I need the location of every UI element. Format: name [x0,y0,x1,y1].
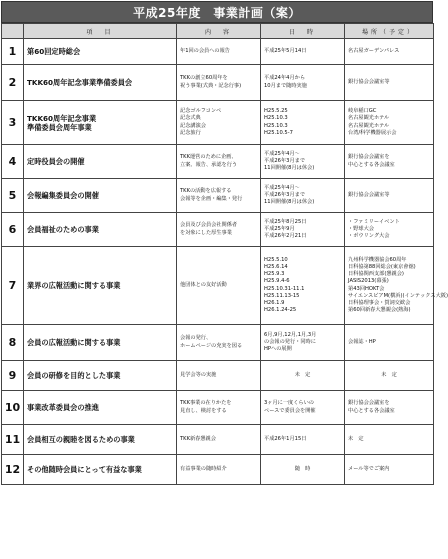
content-line: 年1回の会員への報告 [180,47,230,54]
content-line: 記念式典 [180,115,201,122]
place-line: 台湾/科学機器展示会 [348,129,397,136]
content-line: ホームページの充実を図る [180,342,243,349]
place-line: 九州科学機器協会60周年 [348,257,407,264]
place-line: 名古屋観光ホテル [348,115,390,122]
date-line: H25.10.5-7 [264,129,293,136]
place-cell [345,247,448,325]
item-cell [24,145,177,179]
date-cell [261,247,345,325]
place-line: 銀行協会会議室を [348,400,390,407]
table-row [2,39,434,65]
content-line: TKK新春懇親会 [180,435,216,442]
content-line: 会報等を企画・編集・発行 [180,195,243,202]
place-line: 日科協関西支部(懇親会) [348,271,404,278]
content-line: 祝う事業(式典・記念行事) [180,82,242,89]
content-cell [177,101,261,145]
table-row [2,179,434,213]
date-cell [261,391,345,425]
header-content: 内 容 [177,24,261,39]
table-row [2,325,434,361]
row-number: 6 [2,213,24,247]
place-line: 日科協第88回総会(東京會舘) [348,264,416,271]
place-line: ・ファミリーイベント [348,218,400,225]
date-cell [261,39,345,65]
item-cell [24,391,177,425]
date-line: 平成26年3月まで [264,191,306,198]
item-line: TKK60周年記念事業準備委員会 [27,78,133,87]
document-page [1,1,448,557]
content-cell [177,179,261,213]
date-line: H25.10.31-11.1 [264,285,305,292]
table-row [2,247,434,325]
item-cell [24,361,177,391]
place-line: 日科協理事会・賀詞交歓会 [348,299,411,306]
content-line: 記念講演会 [180,122,206,129]
item-cell [24,65,177,101]
place-cell [345,425,434,455]
content-line: TKKの活動を広報する [180,188,232,195]
item-line: TKK60周年記念事業 [27,113,97,123]
date-line: ペースで委員会を開催 [264,407,316,414]
date-line: 6月,9月,12月,1月,3月 [264,331,317,338]
date-cell [261,455,345,485]
date-line: 平成25年4月～ [264,150,300,157]
place-cell [345,325,434,361]
place-cell [345,179,434,213]
table-row [2,391,434,425]
content-cell [177,247,261,325]
content-cell [177,425,261,455]
place-cell [345,213,434,247]
content-line: 見直し、検討をする [180,407,227,414]
date-line: 3ヶ月に一度くらいの [264,400,314,407]
place-cell [345,65,434,101]
row-number: 9 [2,361,24,391]
item-cell [24,179,177,213]
date-line: 平成25年5月14日 [264,47,307,54]
place-cell [345,101,434,145]
place-line: 岐阜稲口GC [348,108,377,115]
item-line: 業界の広報活動に関する事業 [27,281,121,290]
place-line: 会報誌・HP [348,338,376,345]
content-line: 会員及び会員会社関係者 [180,222,238,229]
place-line: JASIS2013(幕張) [348,278,389,285]
table-row [2,455,434,485]
date-line: H25.9.3 [264,271,285,278]
date-line: HPへの展開 [264,346,292,352]
place-line: 未 定 [381,371,397,378]
content-line: を対象にした厚生事業 [180,229,232,236]
item-line: 会員相互の親睦を図るための事業 [27,435,135,444]
item-cell [24,39,177,65]
item-cell [24,455,177,485]
place-line: 銀行協会会議室を [348,154,390,161]
table-row [2,361,434,391]
item-line: 会報編集委員会の開催 [27,191,99,200]
place-line: 中心とする各会議室 [348,161,395,168]
date-line: H25.5.10 [264,257,288,264]
place-cell [345,39,434,65]
date-line: 未 定 [294,371,311,378]
place-line: 名古屋ガーデンパレス [348,47,400,54]
item-cell [24,325,177,361]
content-line: TKK事業の在りかたを [180,400,232,407]
table-row [2,145,434,179]
place-line: 銀行協会会議室等 [348,191,390,198]
date-cell [261,213,345,247]
place-line: ・ボウリング大会 [348,233,390,239]
row-number: 8 [2,325,24,361]
place-line: メール等でご案内 [348,465,390,472]
place-line: 名古屋観光ホテル [348,122,390,129]
content-cell [177,213,261,247]
date-line: H26.1.24-25 [264,306,297,313]
date-cell [261,179,345,213]
place-line: サイエンスピアM(横浜)(インテックス大阪) [348,292,448,299]
date-line: 11回開催(8月は休会) [264,165,315,171]
header-place: 場所（予定） [345,24,434,39]
item-line: 会員の広報活動に関する事業 [27,338,121,347]
row-number: 12 [2,455,24,485]
date-line: 平成25年4月～ [264,184,300,191]
content-line: TKK運営のために企画、 [180,154,237,161]
row-number: 3 [2,101,24,145]
place-line: 銀行協会会議室等 [348,78,390,85]
date-line: 10月まで随時実施 [264,82,307,89]
item-line: 定時役員会の開催 [27,157,85,166]
row-number: 7 [2,247,24,325]
item-line: 会員の研修を目的とした事業 [27,371,121,380]
date-cell [261,65,345,101]
table-row [2,213,434,247]
date-line: 随 時 [294,465,311,472]
item-line: 事業改革委員会の推進 [27,403,99,412]
content-line: 立案、報告、承認を行う [180,161,238,168]
date-line: 平成25年9月 [264,225,295,232]
date-cell [261,145,345,179]
date-line: 平成24年4月から [264,75,306,82]
header-item: 項 目 [24,24,177,39]
place-cell [345,455,434,485]
date-line: H26.1.9 [264,299,285,306]
row-number: 10 [2,391,24,425]
date-line: H25.10.3 [264,122,288,129]
date-cell [261,425,345,455]
table-row [2,65,434,101]
place-cell [345,145,434,179]
place-line: ・野球大会 [348,225,374,232]
content-line: 他団体との友好活動 [180,281,227,288]
place-line: 未 定 [348,435,364,442]
content-line: 記念ゴルフコンペ [180,108,222,115]
content-cell [177,455,261,485]
row-number: 2 [2,65,24,101]
item-cell [24,425,177,455]
document-title: 平成25年度 事業計画（案） [1,1,433,23]
header-no [2,24,24,39]
item-cell [24,101,177,145]
row-number: 11 [2,425,24,455]
date-line: H25.6.14 [264,264,288,271]
content-cell [177,145,261,179]
content-line: 見学会等の実施 [180,371,217,378]
date-line: 平成26年3月まで [264,157,306,164]
item-line: 会員福祉のための事業 [27,225,99,234]
header-date: 日 時 [261,24,345,39]
item-cell [24,247,177,325]
content-cell [177,65,261,101]
table-row [2,425,434,455]
item-cell [24,213,177,247]
content-cell [177,361,261,391]
item-line: 準備委員会周年事業 [27,122,92,132]
date-cell [261,325,345,361]
place-line: 第43回HOKT会 [348,285,385,292]
row-number: 1 [2,39,24,65]
place-cell [345,391,434,425]
place-cell [345,361,434,391]
table-body [2,39,448,485]
content-line: 有益事業の随時紹介 [180,465,227,472]
table-row [2,101,434,145]
content-line: 記念旅行 [180,129,201,136]
item-line: その他随時会員にとって有益な事業 [27,465,142,474]
date-cell [261,101,345,145]
date-line: の会報の発行・同時に [264,338,316,345]
date-line: 平成26年2月21日 [264,233,307,239]
content-cell [177,325,261,361]
place-line: 第60回新春大懇親会(熱海) [348,306,411,313]
place-line: 中心とする各会議室 [348,407,395,414]
date-line: 平成25年8月25日 [264,218,307,225]
content-line: TKKの創立60周年を [180,75,228,82]
date-line: H25.5.25 [264,108,288,115]
date-line: H25.9.4-6 [264,278,290,285]
date-line: 平成26年1月15日 [264,435,307,442]
row-number: 4 [2,145,24,179]
content-cell [177,39,261,65]
content-cell [177,391,261,425]
date-line: H25.10.3 [264,115,288,122]
content-line: 会報の発行、 [180,335,212,342]
item-line: 第60回定時総会 [27,47,81,56]
row-number: 5 [2,179,24,213]
date-cell [261,361,345,391]
plan-table [1,23,448,485]
table-header-row [2,24,434,39]
date-line: H25.11.13-15 [264,292,300,299]
date-line: 11回開催(8月は休会) [264,199,315,205]
